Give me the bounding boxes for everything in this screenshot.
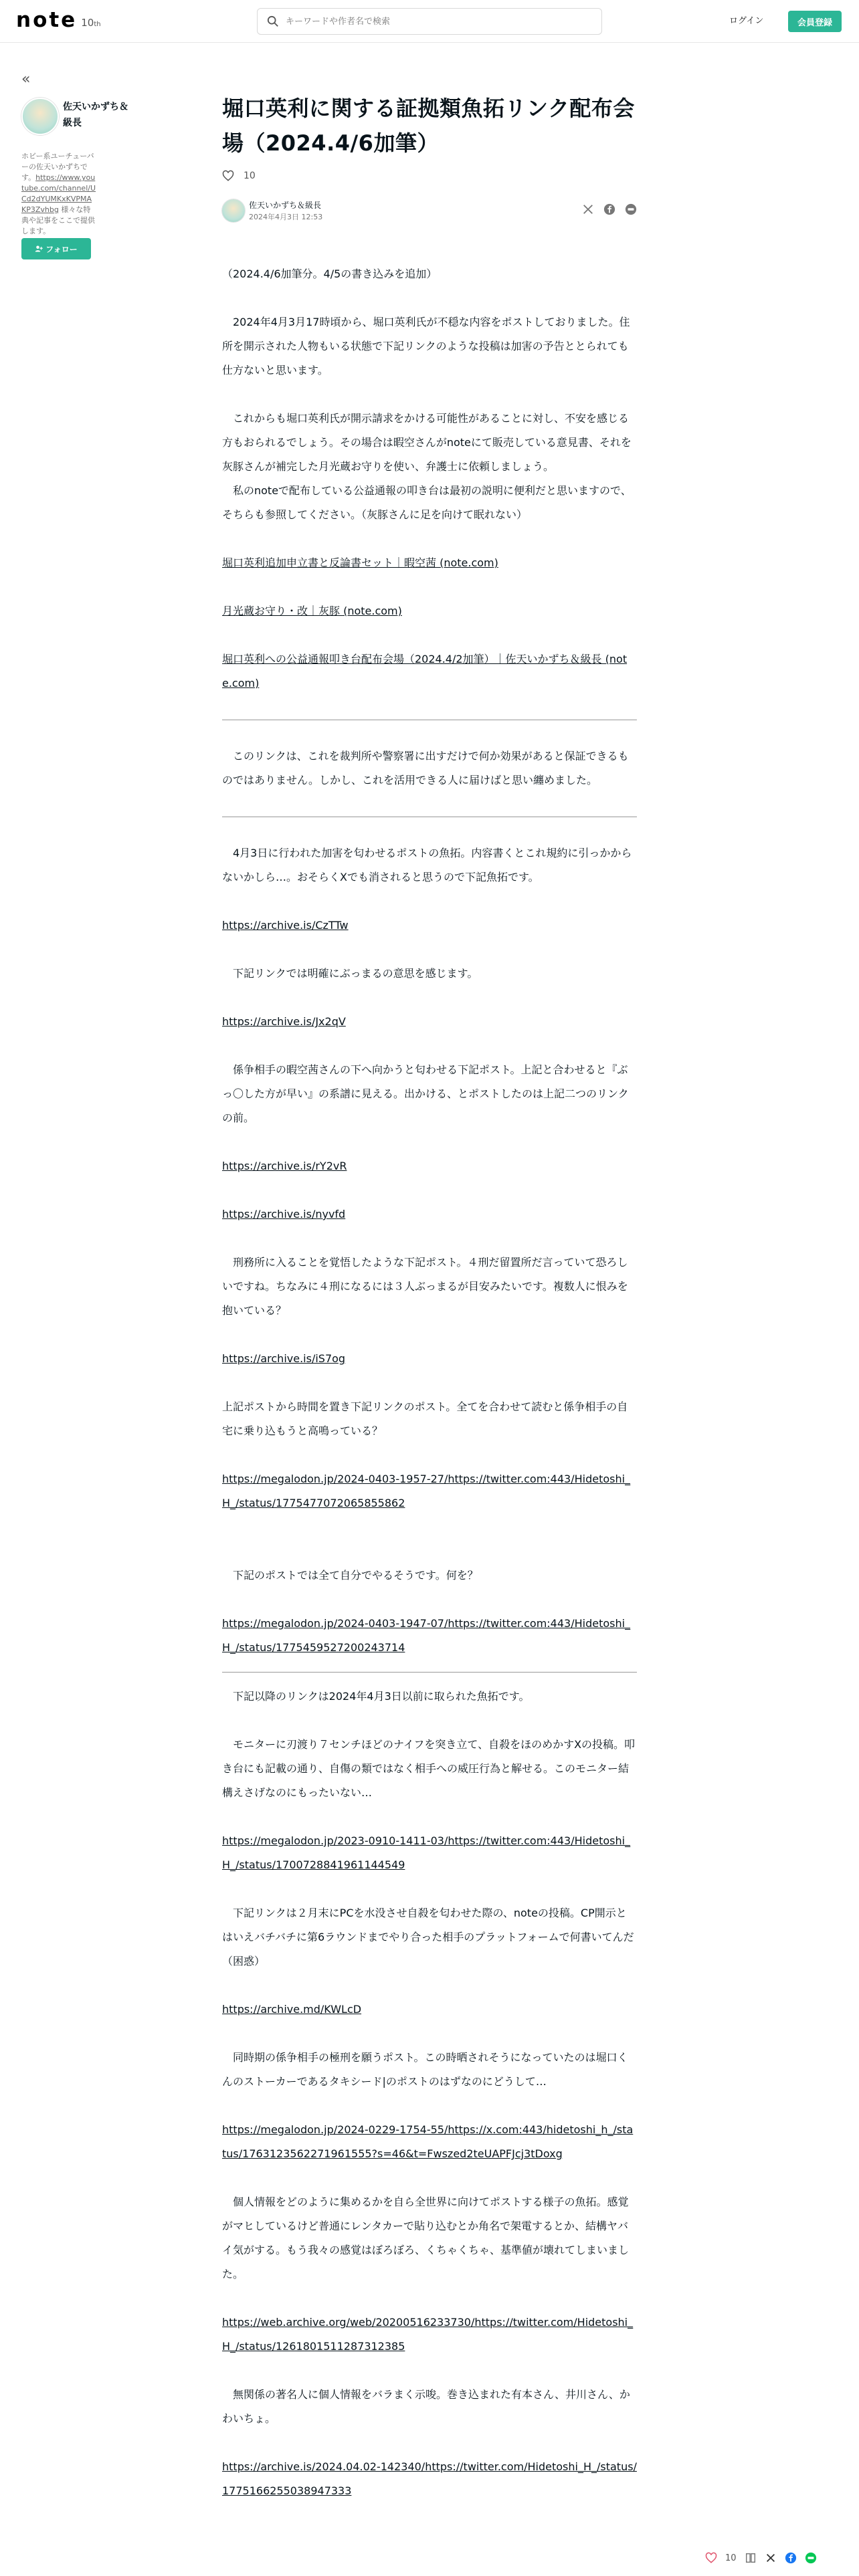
paragraph: 2024年4月3月17時頃から、堀口英利氏が不穏な内容をポストしておりました。住所を開示された人物もいる状態で下記リンクのような投稿は加害の予告ととられても仕方ないと思います。	[222, 316, 630, 377]
anniversary-badge: 10th	[81, 17, 101, 29]
search-input[interactable]	[286, 17, 580, 27]
like-count[interactable]: 10	[244, 171, 256, 181]
add-user-icon	[35, 245, 43, 253]
byline-date: 2024年4月3日 12:53	[249, 213, 323, 221]
paragraph: 下記以降のリンクは2024年4月3日以前に取られた魚拓です。	[222, 1690, 530, 1703]
byline-avatar[interactable]	[222, 199, 245, 222]
article-link[interactable]: https://megalodon.jp/2024-0403-1947-07/https://twitter.com:443/Hidetoshi_H_/status/1775459527200243714	[222, 1617, 631, 1654]
heart-icon[interactable]	[222, 170, 234, 182]
login-link[interactable]: ログイン	[729, 16, 764, 26]
article-link[interactable]: https://web.archive.org/web/20200516233730/https://twitter.com/Hidetoshi_H_/status/1261801511287312385	[222, 2316, 634, 2353]
follow-button[interactable]: フォロー	[21, 238, 91, 259]
paragraph: これからも堀口英利氏が開示請求をかける可能性があることに対し、不安を感じる方もおられるでしょう。その場合は暇空さんがnoteにて販売している意見書、それを灰豚さんが補完した月光蔵お守りを使い、弁護士に依頼しましょう。	[222, 412, 632, 473]
paragraph: 4月3日に行われた加害を匂わせるポストの魚拓。内容書くとこれ規約に引っかからないかしら…。おそらくXでも消されると思うので下記魚拓です。	[222, 847, 632, 883]
article	[222, 91, 637, 2527]
byline	[222, 194, 637, 227]
article-link[interactable]: https://archive.is/nyvfd	[222, 1208, 346, 1220]
like-area	[222, 170, 637, 182]
floating-action-bar	[705, 2548, 859, 2568]
x-share-icon[interactable]	[765, 2552, 777, 2564]
article-link[interactable]: https://archive.is/2024.04.02-142340/https://twitter.com/Hidetoshi_H_/status/1775166255038947333	[222, 2460, 637, 2497]
paragraph: 下記リンクは２月末にPCを水没させ自殺を匂わせた際の、noteの投稿。CP開示とはいえバチバチに第6ラウンドまでやり合った相手のプラットフォームで何書いてんだ（困惑）	[222, 1907, 634, 1967]
paragraph: 個人情報をどのように集めるかを自ら全世界に向けてポストする様子の魚拓。感覚がマヒしているけど普通にレンタカーで貼り込むとか角名で架電するとか、結構ヤバイ気がする。もう我々の感覚はぼろぼろ、くちゃくちゃ、基準値が壊れてしまいました。	[222, 2195, 630, 2280]
article-link[interactable]: https://archive.is/rY2vR	[222, 1160, 347, 1172]
article-link[interactable]: https://archive.is/Jx2qV	[222, 1015, 346, 1028]
paragraph: 下記のポストでは全て自分でやるそうです。何を？	[222, 1569, 478, 1582]
facebook-share-icon[interactable]	[785, 2552, 797, 2564]
collapse-sidebar-icon[interactable]: «	[21, 71, 31, 88]
search-box[interactable]	[257, 8, 602, 35]
paragraph: 係争相手の暇空茜さんの下へ向かうと匂わせる下記ポスト。上記と合わせると『ぶっ〇した方が早い』の系譜に見える。出かける、とポストしたのは上記二つのリンクの前。	[222, 1063, 629, 1124]
article-link[interactable]: https://megalodon.jp/2023-0910-1411-03/https://twitter.com:443/Hidetoshi_H_/status/1700728841961144549	[222, 1834, 631, 1871]
bio-link[interactable]: https://www.youtube.com/channel/UCd2dYUMKxKVPMAKP3Zvhbg	[21, 173, 96, 214]
note-logo[interactable]	[16, 9, 101, 31]
article-link[interactable]: https://archive.is/iS7og	[222, 1352, 346, 1365]
paragraph: 私のnoteで配布している公益通報の叩き台は最初の説明に便利だと思いますので、そちらも参照してください。（灰豚さんに足を向けて眠れない）	[222, 484, 632, 521]
facebook-share-icon[interactable]	[603, 203, 615, 215]
signup-button[interactable]: 会員登録	[788, 11, 842, 32]
article-link[interactable]: https://megalodon.jp/2024-0403-1957-27/https://twitter.com:443/Hidetoshi_H_/status/1775477072065855862	[222, 1473, 631, 1509]
paragraph: 上記ポストから時間を置き下記リンクのポスト。全てを合わせて読むと係争相手の自宅に乗り込もうと高鳴っている？	[222, 1400, 628, 1437]
search-icon	[267, 15, 279, 27]
paragraph: 無関係の著名人に個人情報をバラまく示唆。巻き込まれた有本さん、井川さん、かわいちょ。	[222, 2388, 630, 2425]
article-link[interactable]: https://megalodon.jp/2024-0229-1754-55/https://x.com:443/hidetoshi_h_/status/1763123562271961555?s=46&t=Fwszed2teUAPFJcj3tDoxg	[222, 2123, 634, 2160]
heart-icon[interactable]	[705, 2552, 717, 2564]
article-link[interactable]: 堀口英利追加申立書と反論書セット｜暇空茜 (note.com)	[222, 556, 498, 569]
like-count[interactable]: 10	[725, 2553, 737, 2563]
article-link[interactable]: https://archive.is/CzTTw	[222, 919, 349, 932]
article-title: 堀口英利に関する証拠類魚拓リンク配布会場（2024.4/6加筆）	[222, 96, 635, 156]
byline-author[interactable]: 佐天いかずち＆級長	[249, 201, 322, 210]
paragraph: モニターに刃渡り７センチほどのナイフを突き立て、自殺をほのめかすXの投稿。叩き台にも記載の通り、自傷の類ではなく相手への威圧行為と解せる。このモニター結構えさげなのにもったいない…	[222, 1738, 636, 1799]
article-body	[222, 262, 637, 2503]
author-name[interactable]: 佐天いかずち＆級長	[63, 102, 128, 128]
article-link[interactable]: https://archive.md/KWLcD	[222, 2003, 362, 2016]
share-buttons	[582, 203, 637, 215]
paragraph: このリンクは、これを裁判所や警察署に出すだけで何か効果があると保証できるものではありません。しかし、これを活用できる人に届けばと思い纏めました。	[222, 750, 629, 786]
article-link[interactable]: 堀口英利への公益通報叩き台配布会場（2024.4/2加筆）｜佐天いかずち＆級長 (note.com)	[222, 653, 628, 689]
x-share-icon[interactable]	[582, 203, 594, 215]
paragraph: 下記リンクでは明確にぶっまるの意思を感じます。	[222, 967, 478, 980]
site-header	[0, 0, 859, 43]
author-bio: ホビー系ユーチューバーの佐天いかずちです。https://www.youtube.com/channel/UCd2dYUMKxKVPMAKP3Zvhbg 様々な特典や記事をここで提供します。	[21, 152, 96, 235]
logo-text: note	[16, 8, 78, 32]
author-avatar[interactable]	[21, 98, 59, 135]
paragraph: 同時期の係争相手の極刑を願うポスト。この時晒されそうになっていたのは堀口くんのストーカーであるタキシード|のポストのはずなのにどうして…	[222, 2051, 628, 2088]
line-share-icon[interactable]	[625, 203, 637, 215]
line-share-icon[interactable]	[805, 2552, 817, 2564]
paragraph: 刑務所に入ることを覚悟したような下記ポスト。４刑だ留置所だ言っていて恐ろしいですね。ちなみに４刑になるには３人ぶっまるが目安みたいです。複数人に恨みを抱いている？	[222, 1256, 628, 1317]
divider	[222, 1672, 637, 1673]
article-link[interactable]: 月光蔵お守り・改｜灰豚 (note.com)	[222, 605, 402, 617]
paragraph: （2024.4/6加筆分。4/5の書き込みを追加）	[222, 267, 438, 280]
magazine-icon[interactable]	[745, 2552, 757, 2564]
